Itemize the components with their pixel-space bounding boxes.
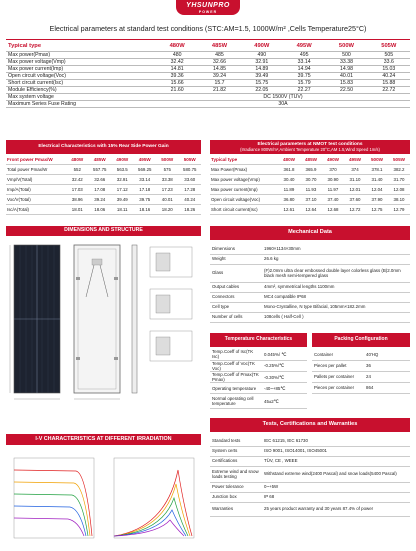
rear-gain-value: 17.08 <box>89 184 112 194</box>
mechanical-label: Dimensions <box>210 244 262 254</box>
packing-value: 864 <box>364 382 410 393</box>
rear-gain-value: 38.96 <box>66 195 89 205</box>
stc-value: 485 <box>198 51 240 58</box>
temperature-title-bar <box>210 333 307 347</box>
mount-hole <box>76 277 80 280</box>
packing-label: Container <box>312 349 364 360</box>
dimensions-drawing <box>6 237 201 425</box>
tests-label: System certs <box>210 446 262 456</box>
rear-gain-header-cell: 500W <box>156 156 179 164</box>
tests-label: Standard tests <box>210 436 262 446</box>
rear-gain-row-label: Voc/V(Total) <box>6 195 66 205</box>
rear-gain-header-cell: Front power Pmax/W <box>6 156 66 164</box>
nmot-value: 38.10 <box>388 195 410 205</box>
rear-gain-value: 552 <box>66 164 89 174</box>
stc-row <box>6 65 410 72</box>
nmot-header-cell: 495W <box>344 156 366 164</box>
stc-value: 40.01 <box>325 72 367 79</box>
stc-row-label: Max power voltage(Vmp) <box>6 58 156 65</box>
nmot-value: 12.75 <box>366 205 388 215</box>
brand-name: YHSUNPRO <box>186 2 230 9</box>
packing-row <box>312 371 410 382</box>
rear-gain-value: 18.11 <box>111 205 134 215</box>
temperature-row <box>210 383 307 394</box>
iv-chart-power-frame <box>114 458 194 538</box>
rear-gain-value: 39.49 <box>111 195 134 205</box>
temperature-label: Normal operating cell temperature <box>210 394 262 409</box>
title-divider <box>6 39 410 40</box>
mechanical-table <box>210 244 410 323</box>
stc-value: 490 <box>241 51 283 58</box>
temperature-row <box>210 371 307 382</box>
nmot-header-row <box>210 156 410 164</box>
mechanical-value: 26.6 kg <box>262 254 410 264</box>
stc-header-cell: 490W <box>241 42 283 51</box>
nmot-value: 365.9 <box>300 164 322 174</box>
rear-gain-value: 18.26 <box>179 205 202 215</box>
temperature-row <box>210 394 307 409</box>
tests-label: Warranties <box>210 502 262 516</box>
panel-side-view <box>132 245 137 393</box>
tests-value: ISO 9001, ISO14001, ISO45001 <box>262 446 410 456</box>
tests-value: 0~+5W <box>262 482 410 492</box>
mount-hole <box>114 277 118 280</box>
iv-chart-current <box>14 458 94 538</box>
stc-row-label: Max power current(Imp) <box>6 65 156 72</box>
stc-system-voltage-row <box>6 93 410 100</box>
rear-gain-value: 557.75 <box>89 164 112 174</box>
mechanical-row <box>210 312 410 322</box>
stc-value: 32.91 <box>241 58 283 65</box>
stc-value: 32.42 <box>156 58 198 65</box>
stc-fuse-value: 30A <box>156 100 410 107</box>
tests-label: Junction box <box>210 492 262 502</box>
nmot-value: 12.08 <box>388 184 410 194</box>
nmot-value: 37.60 <box>344 195 366 205</box>
stc-value: 15.75 <box>241 79 283 86</box>
rear-gain-value: 17.18 <box>134 184 157 194</box>
tests-value: Withstand extreme wind(2400 Pascal) and snow loads(5400 Pascal) <box>262 466 410 482</box>
brand-sub: POWER <box>198 10 218 14</box>
rear-gain-header-cell: 495W <box>134 156 157 164</box>
nmot-value: 12.68 <box>322 205 344 215</box>
rear-gain-row <box>6 174 201 184</box>
page-title: Electrical parameters at standard test conditions (STC:AM=1.5, 1000W/m² ,Cells Temperature25°C) <box>49 24 367 33</box>
mechanical-value: MC4 compatible IP68 <box>262 292 410 302</box>
nmot-value: 37.10 <box>300 195 322 205</box>
rear-gain-row <box>6 184 201 194</box>
rear-gain-header-cell: 480W <box>66 156 89 164</box>
rear-gain-row-label: Total power Pmax/W <box>6 164 66 174</box>
stc-value: 22.50 <box>325 86 367 93</box>
iv-chart-power <box>114 458 194 538</box>
stc-header-cell: 495W <box>283 42 325 51</box>
iv-title: I-V CHARACTERISTICS AT DIFFERENT IRRADIATION <box>35 436 172 442</box>
stc-table <box>6 42 410 108</box>
stc-row <box>6 51 410 58</box>
temperature-label: Temp.Coeff of Isc(TK Isc) <box>210 349 262 360</box>
mechanical-row <box>210 292 410 302</box>
nmot-value: 37.40 <box>322 195 344 205</box>
rear-gain-value: 32.42 <box>66 174 89 184</box>
nmot-value: 378.1 <box>366 164 388 174</box>
nmot-row-label: Max power voltage(Vmp) <box>210 174 278 184</box>
mechanical-label: Weight <box>210 254 262 264</box>
stc-fuse-label: Maximum Series Fuse Rating <box>6 100 156 107</box>
nmot-value: 31.70 <box>388 174 410 184</box>
nmot-row <box>210 174 410 184</box>
stc-row-label: Module Efficiency(%) <box>6 86 156 93</box>
stc-fuse-row <box>6 100 410 107</box>
rear-gain-row-label: Isc/A(Total) <box>6 205 66 215</box>
stc-value: 39.24 <box>198 72 240 79</box>
stc-value: 39.75 <box>283 72 325 79</box>
nmot-value: 361.8 <box>278 164 300 174</box>
packing-title-bar <box>312 333 410 347</box>
mechanical-value: Mono-Crystalline, N type Bifacial, 105mm×182.2mm <box>262 302 410 312</box>
rear-gain-header-row <box>6 156 201 164</box>
nmot-value: 31.10 <box>344 174 366 184</box>
nmot-header-cell: 505W <box>388 156 410 164</box>
stc-row <box>6 58 410 65</box>
rear-gain-value: 17.12 <box>111 184 134 194</box>
rear-gain-row <box>6 195 201 205</box>
packing-label: Pieces per container <box>312 382 364 393</box>
mount-hole <box>76 357 80 360</box>
nmot-value: 30.90 <box>322 174 344 184</box>
temperature-label: Temp.Coeff of Pmax(TK Pmax) <box>210 371 262 382</box>
packing-row <box>312 349 410 360</box>
packing-value: 36 <box>364 360 410 371</box>
nmot-subtitle: (Irradiance 800W/m²,Ambient Temperature 20°C,AM 1.5,Wind Speed 1m/s) <box>240 147 380 152</box>
nmot-value: 11.97 <box>322 184 344 194</box>
rear-gain-value: 32.91 <box>111 174 134 184</box>
nmot-value: 12.01 <box>344 184 366 194</box>
tests-title: Tests, Certifications and Warranties <box>262 421 358 428</box>
nmot-table <box>210 156 410 215</box>
dimensions-title: DIMENSIONS AND STRUCTURE <box>64 227 143 234</box>
rear-gain-header-cell: 505W <box>179 156 202 164</box>
stc-value: 15.03 <box>368 65 410 72</box>
mechanical-row <box>210 302 410 312</box>
rear-gain-title-bar <box>6 140 201 154</box>
stc-header-cell: 485W <box>198 42 240 51</box>
nmot-row <box>210 184 410 194</box>
stc-value: 14.89 <box>241 65 283 72</box>
tests-label: Certifications <box>210 456 262 466</box>
frame-profile-a <box>156 253 170 271</box>
packing-row <box>312 382 410 393</box>
stc-value: 505 <box>368 51 410 58</box>
brand-logo <box>0 0 416 20</box>
rear-gain-value: 18.01 <box>66 205 89 215</box>
temperature-value: 0.045%/ ℃ <box>262 349 307 360</box>
nmot-header-cell: 480W <box>278 156 300 164</box>
nmot-value: 31.40 <box>366 174 388 184</box>
stc-header-cell: 480W <box>156 42 198 51</box>
nmot-value: 11.93 <box>300 184 322 194</box>
rear-gain-value: 32.66 <box>89 174 112 184</box>
tests-row <box>210 466 410 482</box>
rear-gain-title: Electrical Characteristics with 15% Rear Side Power Gain <box>38 144 169 150</box>
mechanical-label: Cell type <box>210 302 262 312</box>
rear-gain-value: 33.14 <box>134 174 157 184</box>
nmot-row-label: Short circuit current(Isc) <box>210 205 278 215</box>
nmot-row <box>210 205 410 215</box>
packing-label: Pallets per container <box>312 371 364 382</box>
tests-row <box>210 502 410 516</box>
rear-gain-value: 39.24 <box>89 195 112 205</box>
stc-value: 14.81 <box>156 65 198 72</box>
nmot-value: 36.80 <box>278 195 300 205</box>
packing-value: 40'HQ <box>364 349 410 360</box>
rear-gain-row-label: Imp/A(Total) <box>6 184 66 194</box>
tests-row <box>210 482 410 492</box>
nmot-header-cell: 500W <box>366 156 388 164</box>
stc-value: 14.98 <box>325 65 367 72</box>
rear-gain-value: 569.25 <box>134 164 157 174</box>
temperature-label: Operating temperature <box>210 383 262 394</box>
stc-value: 33.38 <box>325 58 367 65</box>
mechanical-label: Glass <box>210 264 262 282</box>
rear-gain-value: 563.5 <box>111 164 134 174</box>
stc-value: 33.6 <box>368 58 410 65</box>
rear-gain-table <box>6 156 201 215</box>
mechanical-title-bar <box>210 226 410 240</box>
mechanical-row <box>210 254 410 264</box>
temperature-table <box>210 349 307 409</box>
nmot-row-label: Open circuit voltage(Voc) <box>210 195 278 205</box>
tests-value: 25 years product warranty and 30 years 87.4% of power <box>262 502 410 516</box>
rear-gain-header-cell: 485W <box>89 156 112 164</box>
packing-value: 24 <box>364 371 410 382</box>
rear-gain-value: 575 <box>156 164 179 174</box>
packing-label: Pieces per pallet <box>312 360 364 371</box>
tests-value: IP 68 <box>262 492 410 502</box>
stc-value: 15.79 <box>283 79 325 86</box>
tests-value: TÜV, CE , WEEE <box>262 456 410 466</box>
rear-gain-value: 18.16 <box>134 205 157 215</box>
nmot-value: 12.61 <box>278 205 300 215</box>
stc-row-label: Short circuit current(Isc) <box>6 79 156 86</box>
nmot-row-label: Max Power(Pmax) <box>210 164 278 174</box>
rear-gain-value: 17.28 <box>179 184 202 194</box>
stc-value: 15.66 <box>156 79 198 86</box>
rear-gain-value: 17.23 <box>156 184 179 194</box>
stc-system-voltage-label: Max system voltage <box>6 93 156 100</box>
stc-header-cell: 505W <box>368 42 410 51</box>
mechanical-row <box>210 282 410 292</box>
stc-value: 495 <box>283 51 325 58</box>
stc-value: 15.7 <box>198 79 240 86</box>
mechanical-row <box>210 264 410 282</box>
nmot-value: 12.72 <box>344 205 366 215</box>
tests-row <box>210 436 410 446</box>
rear-gain-value: 39.75 <box>134 195 157 205</box>
nmot-title-bar <box>210 140 410 154</box>
tests-row <box>210 492 410 502</box>
temperature-value: -40~+85℃ <box>262 383 307 394</box>
mechanical-row <box>210 244 410 254</box>
iv-title-bar <box>6 434 201 445</box>
nmot-value: 30.70 <box>300 174 322 184</box>
nmot-title: Electrical parameters at NMOT test conditions <box>257 141 363 147</box>
tests-row <box>210 446 410 456</box>
rear-gain-row <box>6 164 201 174</box>
temperature-row <box>210 349 307 360</box>
stc-value: 500 <box>325 51 367 58</box>
stc-row-label: Open circuit voltage(Voc) <box>6 72 156 79</box>
mechanical-label: Number of cells <box>210 312 262 322</box>
nmot-header-cell: 490W <box>322 156 344 164</box>
nmot-value: 374 <box>344 164 366 174</box>
mechanical-value: 1960×1134×30mm <box>262 244 410 254</box>
nmot-header-cell: Typical type <box>210 156 278 164</box>
stc-system-voltage-value: DC 1500V (TÜV) <box>156 93 410 100</box>
stc-row <box>6 79 410 86</box>
temperature-value: -0.30%/℃ <box>262 371 307 382</box>
stc-header-cell: 500W <box>325 42 367 51</box>
nmot-value: 382.2 <box>388 164 410 174</box>
frame-profile-c <box>156 337 170 355</box>
rear-gain-value: 33.38 <box>156 174 179 184</box>
nmot-value: 370 <box>322 164 344 174</box>
stc-value: 480 <box>156 51 198 58</box>
temperature-row <box>210 360 307 371</box>
stc-value: 22.05 <box>241 86 283 93</box>
rear-gain-value: 17.03 <box>66 184 89 194</box>
stc-value: 15.88 <box>368 79 410 86</box>
stc-value: 39.36 <box>156 72 198 79</box>
mechanical-value: 108cells ( Half-Cell ) <box>262 312 410 322</box>
junction-box <box>92 259 102 265</box>
mount-hole <box>114 357 118 360</box>
tests-row <box>210 456 410 466</box>
tests-label: Power tolerance <box>210 482 262 492</box>
nmot-value: 30.40 <box>278 174 300 184</box>
stc-row <box>6 86 410 93</box>
rear-gain-value: 33.60 <box>179 174 202 184</box>
tests-title-bar <box>210 418 410 432</box>
stc-value: 21.60 <box>156 86 198 93</box>
stc-row <box>6 72 410 79</box>
nmot-row <box>210 195 410 205</box>
tests-label: Extreme wind and snow loads testing <box>210 466 262 482</box>
iv-charts <box>6 448 201 548</box>
rear-gain-row <box>6 205 201 215</box>
stc-header-row <box>6 42 410 51</box>
rear-gain-header-cell: 490W <box>111 156 134 164</box>
temperature-value: -0.25%/℃ <box>262 360 307 371</box>
brand-badge <box>176 0 240 15</box>
tests-table <box>210 436 410 517</box>
stc-value: 22.27 <box>283 86 325 93</box>
frame-profile-b <box>156 295 170 313</box>
nmot-value: 12.79 <box>388 205 410 215</box>
stc-value: 32.66 <box>198 58 240 65</box>
rear-gain-value: 40.01 <box>156 195 179 205</box>
mechanical-title: Mechanical Data <box>288 229 332 236</box>
rear-gain-value: 18.20 <box>156 205 179 215</box>
packing-table <box>312 349 410 394</box>
rear-gain-value: 580.75 <box>179 164 202 174</box>
nmot-value: 11.89 <box>278 184 300 194</box>
nmot-value: 12.64 <box>300 205 322 215</box>
temperature-title: Temperature Characteristics <box>224 336 293 343</box>
stc-value: 40.24 <box>368 72 410 79</box>
nmot-row-label: Max power current(Imp) <box>210 184 278 194</box>
mechanical-label: Connectors <box>210 292 262 302</box>
nmot-header-cell: 485W <box>300 156 322 164</box>
mechanical-value: (F)2.0mm ultra clear embossed double layer colorless glass (B)2.0mm black mesh semi-tempered glass <box>262 264 410 282</box>
nmot-value: 37.90 <box>366 195 388 205</box>
mechanical-value: 4mm², symmetrical lengths 1100mm <box>262 282 410 292</box>
packing-row <box>312 360 410 371</box>
rear-gain-value: 40.24 <box>179 195 202 205</box>
panel-rear-view <box>74 245 120 393</box>
stc-value: 22.72 <box>368 86 410 93</box>
mechanical-label: Output cables <box>210 282 262 292</box>
packing-title: Packing Configuration <box>334 336 388 343</box>
temperature-label: Temp.Coeff of Voc(TK Voc) <box>210 360 262 371</box>
tests-value: IEC 61215, IEC 61730 <box>262 436 410 446</box>
stc-value: 33.14 <box>283 58 325 65</box>
stc-value: 14.94 <box>283 65 325 72</box>
dimensions-title-bar <box>6 226 201 236</box>
stc-value: 14.85 <box>198 65 240 72</box>
nmot-row <box>210 164 410 174</box>
stc-row-label: Max power(Pmax) <box>6 51 156 58</box>
stc-header-cell: Typical type <box>6 42 156 51</box>
stc-value: 39.49 <box>241 72 283 79</box>
temperature-value: 45±2℃ <box>262 394 307 409</box>
nmot-value: 12.04 <box>366 184 388 194</box>
stc-value: 15.83 <box>325 79 367 86</box>
rear-gain-row-label: Vmp/V(Total) <box>6 174 66 184</box>
stc-value: 21.82 <box>198 86 240 93</box>
rear-gain-value: 18.06 <box>89 205 112 215</box>
